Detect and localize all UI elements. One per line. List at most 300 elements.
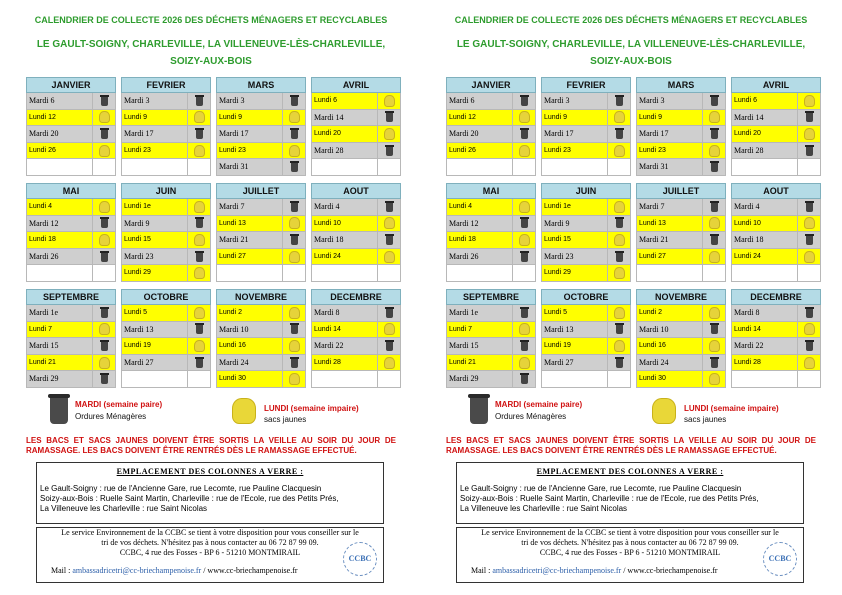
collection-day [731,265,821,282]
icon-cell [92,355,115,371]
collection-day [541,143,631,160]
legend-bin-title: MARDI (semaine paire) [495,400,583,409]
yellow-bag-icon [614,340,625,352]
icon-cell [282,93,305,109]
icon-cell [702,371,725,387]
trash-bin-icon [101,96,108,106]
collection-day [26,159,116,176]
day-label [732,265,797,281]
day-label [122,371,187,387]
legend-bag-title: LUNDI (semaine impaire) [264,404,359,413]
icon-cell [512,126,535,142]
icon-cell [282,265,305,281]
icon-cell [702,232,725,248]
day-label: Lundi 21 [29,358,56,366]
icon-cell [187,322,210,338]
day-label: Mardi 28 [314,145,344,155]
ccbc-logo: CCBC [343,542,377,576]
yellow-bag-icon [614,267,625,279]
icon-cell [702,199,725,215]
yellow-bag-icon [194,307,205,319]
icon-cell [377,232,400,248]
trash-bin-icon [101,252,108,262]
trash-bin-icon [806,341,813,351]
trash-bin-icon [616,218,623,228]
yellow-bag-icon [709,251,720,263]
icon-cell [187,355,210,371]
calendar-panel-right [446,0,841,595]
collection-day [541,305,631,322]
calendar-title: CALENDRIER DE COLLECTE 2026 DES DÉCHETS MÉNAGERS ET RECYCLABLES [454,15,808,25]
day-label [312,159,377,175]
icon-cell [92,216,115,232]
collection-day [121,355,211,372]
day-label: Mardi 21 [639,235,669,245]
legend-bin-desc: Ordures Ménagères [75,412,147,421]
collection-day [26,355,116,372]
yellow-bag-icon [709,373,720,385]
collection-day [731,355,821,372]
trash-bin-icon [521,129,528,139]
day-label: Mardi 23 [124,251,154,261]
collection-day [541,126,631,143]
icon-cell [607,338,630,354]
day-label [217,265,282,281]
collection-day [121,322,211,339]
day-label: Lundi 23 [544,146,571,154]
icon-cell [797,322,820,338]
day-label: Mardi 10 [219,324,249,334]
day-label: Mardi 13 [544,324,574,334]
icon-cell [282,199,305,215]
collection-day [26,322,116,339]
icon-cell [512,93,535,109]
day-label: Lundi 23 [639,146,666,154]
trash-bin-icon [386,341,393,351]
day-label: Lundi 13 [219,219,246,227]
collection-day [311,322,401,339]
collection-day [636,265,726,282]
yellow-bag-icon [614,307,625,319]
collection-day [636,110,726,127]
communes-line-1: LE GAULT-SOIGNY, CHARLEVILLE, LA VILLENEUVE-LÈS-CHARLEVILLE, [36,39,386,50]
glass-title: EMPLACEMENT DES COLONNES A VERRE : [116,467,304,476]
glass-line: Soizy-aux-Bois : Ruelle Saint Martin, Charleville : rue de l'Ecole, rue des Petits Prés, [460,494,759,503]
day-label: Lundi 12 [449,113,476,121]
yellow-bag-icon [709,145,720,157]
collection-day [541,93,631,110]
collection-day [311,232,401,249]
icon-cell [377,126,400,142]
yellow-bag-icon [384,128,395,140]
icon-cell [512,338,535,354]
collection-day [26,232,116,249]
collection-day [26,126,116,143]
day-label: Lundi 26 [449,146,476,154]
icon-cell [512,322,535,338]
icon-cell [607,143,630,159]
ccbc-line: tri de vos déchets. N'hésitez pas à nous contacter au 06 72 87 99 09. [101,538,319,547]
day-label: Lundi 4 [449,203,472,210]
collection-day [541,159,631,176]
collection-day [636,338,726,355]
yellow-bag-icon [194,267,205,279]
icon-cell [607,371,630,387]
collection-day [636,143,726,160]
yellow-bag-icon [289,251,300,263]
collection-day [541,216,631,233]
collection-day [121,249,211,266]
icon-cell [702,126,725,142]
collection-day [731,93,821,110]
trash-bin-icon [711,202,718,212]
day-label: Lundi 20 [314,130,341,138]
collection-day [216,126,306,143]
day-label: Mardi 24 [219,357,249,367]
day-label: Mardi 6 [449,96,475,105]
collection-day [446,159,536,176]
collection-day [216,110,306,127]
icon-cell [187,371,210,387]
icon-cell [377,143,400,159]
icon-cell [512,232,535,248]
month-name: OCTOBRE [121,289,211,305]
icon-cell [702,110,725,126]
day-label [637,265,702,281]
icon-cell [282,249,305,265]
day-label: Mardi 24 [639,357,669,367]
day-label: Mardi 26 [29,251,59,261]
month-name: OCTOBRE [541,289,631,305]
month-name: JUILLET [216,183,306,199]
collection-day [731,199,821,216]
icon-cell [607,232,630,248]
collection-day [311,110,401,127]
icon-cell [377,322,400,338]
day-label [542,159,607,175]
yellow-bag-icon [194,111,205,123]
icon-cell [92,249,115,265]
mail-link[interactable]: ambassadricetri@cc-briechampenoise.fr [492,566,622,575]
month-block [446,289,536,388]
month-block [26,77,116,176]
month-block [541,183,631,282]
collection-day [311,355,401,372]
trash-bin-icon [101,341,108,351]
icon-cell [187,265,210,281]
icon-cell [702,265,725,281]
yellow-bag-icon [614,145,625,157]
collection-day [121,159,211,176]
icon-cell [797,159,820,175]
trash-bin-icon [196,96,203,106]
day-label: Lundi 9 [639,113,662,121]
legend-bag-desc: sacs jaunes [684,415,727,424]
icon-cell [607,159,630,175]
day-label: Mardi 17 [219,129,249,139]
collection-day [636,371,726,388]
icon-cell [607,110,630,126]
day-label: Lundi 14 [734,325,761,333]
yellow-bag-icon [384,217,395,229]
collection-day [636,216,726,233]
month-name: FEVRIER [541,77,631,93]
day-label: Mardi 13 [124,324,154,334]
icon-cell [607,249,630,265]
icon-cell [377,355,400,371]
collection-day [216,265,306,282]
day-label: Lundi 14 [314,325,341,333]
day-label [312,265,377,281]
trash-bin-icon [101,374,108,384]
collection-day [446,199,536,216]
collection-day [731,126,821,143]
day-label [542,371,607,387]
trash-bin-icon [521,252,528,262]
yellow-bag-icon [709,307,720,319]
day-label: Lundi 29 [544,269,571,277]
icon-cell [187,110,210,126]
trash-bin-icon [470,396,488,424]
day-label: Lundi 27 [219,252,246,260]
icon-cell [797,355,820,371]
icon-cell [607,126,630,142]
icon-cell [92,305,115,321]
icon-cell [282,322,305,338]
communes-line-2: SOIZY-AUX-BOIS [590,56,672,67]
day-label: Mardi 14 [314,112,344,122]
trash-bin-icon [521,96,528,106]
website-link[interactable]: / www.cc-briechampenoise.fr [623,566,718,575]
legend-bin-title: MARDI (semaine paire) [75,400,163,409]
day-label: Lundi 15 [124,236,151,244]
collection-day [446,249,536,266]
trash-bin-icon [291,235,298,245]
icon-cell [92,232,115,248]
trash-bin-icon [711,129,718,139]
month-block [26,289,116,388]
trash-bin-icon [806,235,813,245]
trash-bin-icon [196,324,203,334]
day-label: Mardi 17 [544,129,574,139]
trash-bin-icon [521,308,528,318]
day-label: Mardi 3 [219,96,245,105]
icon-cell [702,355,725,371]
icon-cell [187,159,210,175]
legend-bag-desc: sacs jaunes [264,415,307,424]
trash-bin-icon [291,162,298,172]
icon-cell [797,199,820,215]
icon-cell [92,265,115,281]
day-label: Lundi 26 [29,146,56,154]
month-block [311,289,401,388]
collection-day [121,371,211,388]
communes-line-2: SOIZY-AUX-BOIS [170,56,252,67]
collection-day [26,199,116,216]
icon-cell [282,216,305,232]
day-label: Lundi 5 [544,309,567,316]
collection-day [446,355,536,372]
day-label: Lundi 18 [449,236,476,244]
collection-day [446,232,536,249]
collection-day [121,143,211,160]
icon-cell [282,305,305,321]
day-label: Mardi 21 [219,235,249,245]
day-label: Lundi 30 [219,375,246,383]
yellow-bag-icon [384,95,395,107]
icon-cell [607,216,630,232]
month-name: JUILLET [636,183,726,199]
month-block [311,183,401,282]
day-label: Mardi 9 [544,218,570,228]
trash-bin-icon [291,358,298,368]
day-label: Mardi 3 [124,96,150,105]
icon-cell [512,265,535,281]
icon-cell [282,126,305,142]
trash-bin-icon [711,162,718,172]
collection-day [216,93,306,110]
month-name: SEPTEMBRE [26,289,116,305]
day-label: Mardi 22 [734,341,764,351]
day-label: Lundi 13 [639,219,666,227]
collection-day [446,265,536,282]
collection-day [446,305,536,322]
website-link[interactable]: / www.cc-briechampenoise.fr [203,566,298,575]
trash-bin-icon [101,308,108,318]
day-label: Mardi 17 [639,129,669,139]
yellow-bag-icon [99,201,110,213]
month-name: AVRIL [311,77,401,93]
collection-day [216,143,306,160]
collection-day [121,338,211,355]
collection-day [216,159,306,176]
collection-day [26,265,116,282]
collection-day [121,232,211,249]
collection-day [26,93,116,110]
icon-cell [282,143,305,159]
collection-day [216,199,306,216]
icon-cell [702,216,725,232]
collection-day [446,93,536,110]
day-label: Mardi 17 [124,129,154,139]
collection-day [26,110,116,127]
glass-containers-box [36,462,384,524]
trash-bin-icon [616,324,623,334]
icon-cell [512,249,535,265]
yellow-bag-icon [384,251,395,263]
month-block [446,183,536,282]
collection-day [636,249,726,266]
contact-mail [51,566,298,575]
collection-day [446,110,536,127]
collection-day [446,371,536,388]
icon-cell [92,159,115,175]
collection-day [731,232,821,249]
legend [26,394,406,428]
collection-day [216,216,306,233]
day-label [312,371,377,387]
month-name: AVRIL [731,77,821,93]
trash-bin-icon [711,235,718,245]
icon-cell [92,143,115,159]
trash-bin-icon [291,324,298,334]
icon-cell [702,338,725,354]
trash-bin-icon [196,358,203,368]
day-label: Mardi 31 [219,162,249,172]
collection-day [636,199,726,216]
day-label: Mardi 7 [219,202,245,211]
month-block [731,183,821,282]
day-label: Mardi 8 [734,308,760,317]
collection-day [731,338,821,355]
yellow-bag-icon [804,217,815,229]
icon-cell [282,371,305,387]
glass-containers-box [456,462,804,524]
trash-bin-icon [386,202,393,212]
icon-cell [512,159,535,175]
collection-day [26,338,116,355]
day-label: Lundi 28 [314,358,341,366]
day-label: Lundi 5 [124,309,147,316]
day-label: Mardi 20 [29,129,59,139]
yellow-bag-icon [519,201,530,213]
icon-cell [187,232,210,248]
month-block [541,77,631,176]
icon-cell [377,110,400,126]
collection-day [446,216,536,233]
day-label: Lundi 7 [449,325,472,333]
trash-bin-icon [806,112,813,122]
yellow-bag-icon [289,111,300,123]
icon-cell [797,371,820,387]
month-block [446,77,536,176]
collection-day [636,322,726,339]
icon-cell [512,371,535,387]
day-label: Lundi 23 [219,146,246,154]
collection-day [121,110,211,127]
day-label: Mardi 3 [544,96,570,105]
collection-day [216,338,306,355]
icon-cell [187,305,210,321]
icon-cell [187,93,210,109]
day-label: Mardi 1e [29,308,59,317]
month-name: JANVIER [26,77,116,93]
collection-day [541,322,631,339]
collection-day [311,93,401,110]
yellow-bag-icon [804,323,815,335]
yellow-bag-icon [709,111,720,123]
icon-cell [512,110,535,126]
month-block [216,77,306,176]
collection-day [121,199,211,216]
day-label: Lundi 9 [544,113,567,121]
day-label: Lundi 19 [544,342,571,350]
collection-day [311,371,401,388]
mail-link[interactable]: ambassadricetri@cc-briechampenoise.fr [72,566,202,575]
ccbc-contact-box [456,527,804,583]
icon-cell [282,338,305,354]
trash-bin-icon [386,146,393,156]
day-label: Mardi 7 [639,202,665,211]
collection-day [446,126,536,143]
collection-day [541,110,631,127]
icon-cell [187,216,210,232]
day-label: Lundi 30 [639,375,666,383]
icon-cell [92,110,115,126]
icon-cell [797,126,820,142]
trash-bin-icon [521,374,528,384]
day-label: Mardi 27 [124,357,154,367]
